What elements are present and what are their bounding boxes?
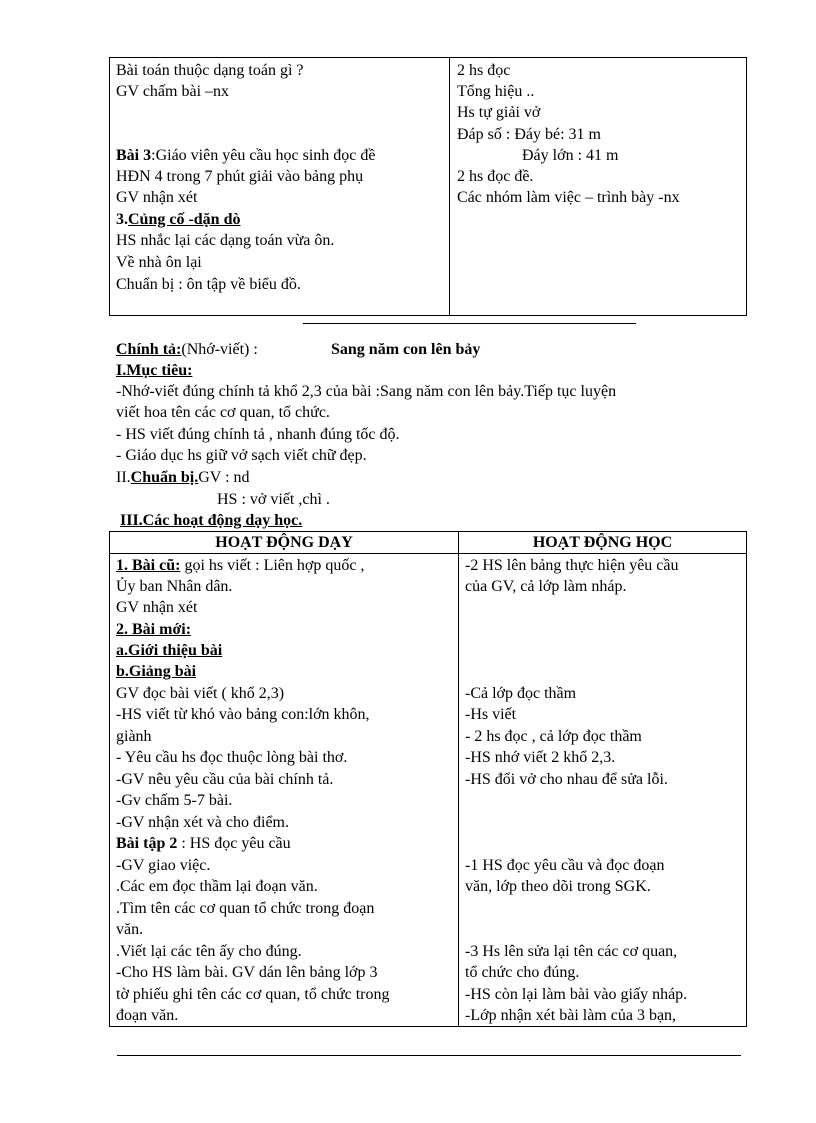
right-line: -3 Hs lên sửa lại tên các cơ quan, [465, 943, 678, 960]
objective-line: - HS viết đúng chính tả , nhanh đúng tốc độ. [116, 426, 400, 443]
main-table-divider [458, 531, 459, 1026]
gioithieu-heading: a.Giới thiệu bài [116, 642, 223, 659]
left-line: .Các em đọc thầm lại đoạn văn. [116, 878, 318, 895]
right-line: tổ chức cho đúng. [465, 964, 580, 981]
left-line: -GV nhận xét và cho điểm. [116, 814, 289, 831]
right-line: -Cả lớp đọc thầm [465, 685, 577, 702]
left-line: văn. [116, 921, 144, 938]
right-line: -1 HS đọc yêu cầu và đọc đoạn [465, 857, 665, 874]
giangbai-heading: b.Giảng bài [116, 663, 197, 680]
section-separator [303, 323, 636, 324]
cungco-heading [116, 209, 240, 230]
top-right-line: Các nhóm làm việc – trình bày -nx [457, 189, 680, 206]
chuanbi-gv: GV : nd [198, 469, 250, 486]
left-line: .Tìm tên các cơ quan tổ chức trong đoạn [116, 900, 375, 917]
right-line: -HS đổi vở cho nhau để sửa lỗi. [465, 771, 668, 788]
right-line: của GV, cả lớp làm nháp. [465, 578, 627, 595]
left-line: Ủy ban Nhân dân. [116, 578, 233, 595]
bai3-text: Giáo viên yêu cầu học sinh đọc đề [155, 147, 376, 164]
bai3-label: Bài 3 [116, 147, 152, 164]
left-line: -HS viết từ khó vào bảng con:lớn khôn, [116, 706, 370, 723]
cungco-label: Củng cố -dặn dò [128, 211, 241, 228]
left-line: giành [116, 728, 152, 745]
left-line: GV đọc bài viết ( khổ 2,3) [116, 685, 285, 702]
chuanbi-line [116, 467, 250, 488]
top-right-line: Đáp số : Đáy bé: 31 m [457, 126, 601, 143]
baitap2-label: Bài tập 2 [116, 835, 178, 852]
subject-type: (Nhớ-viết) : [181, 341, 258, 358]
top-left-line: Bài toán thuộc dạng toán gì ? [116, 62, 304, 79]
right-line: -2 HS lên bảng thực hiện yêu cầu [465, 557, 679, 574]
bottom-rule [117, 1055, 741, 1056]
left-line: - Yêu cầu hs đọc thuộc lòng bài thơ. [116, 749, 348, 766]
left-line: -Gv chấm 5-7 bài. [116, 792, 233, 809]
top-left-line: HĐN 4 trong 7 phút giải vào bảng phụ [116, 168, 364, 185]
top-right-line: Đáy lớn : 41 m [522, 147, 619, 164]
right-line: văn, lớp theo dõi trong SGK. [465, 878, 651, 895]
right-line: -HS còn lại làm bài vào giấy nháp. [465, 986, 688, 1003]
left-line: -GV nêu yêu cầu của bài chính tả. [116, 771, 334, 788]
left-line: -GV giao việc. [116, 857, 211, 874]
top-left-line: GV nhận xét [116, 189, 198, 206]
lesson-title: Sang năm con lên bảy [331, 341, 481, 358]
top-right-line: Tổng hiệu .. [457, 83, 535, 100]
left-line: -Cho HS làm bài. GV dán lên bảng lớp 3 [116, 964, 378, 981]
top-right-line: Hs tự giải vở [457, 104, 541, 121]
left-line: tờ phiếu ghi tên các cơ quan, tổ chức trong [116, 986, 390, 1003]
chuanbi-prefix: II. [116, 469, 131, 486]
lesson-subject-line [116, 339, 258, 360]
left-line: .Viết lại các tên ấy cho đúng. [116, 943, 302, 960]
chuanbi-label: Chuẩn bị. [130, 469, 199, 486]
objective-line: - Giáo dục hs giữ vở sạch viết chữ đẹp. [116, 447, 367, 464]
main-table-header-rule [109, 553, 747, 554]
top-left-line: GV chấm bài –nx [116, 83, 230, 100]
header-hoatdong-day: HOẠT ĐỘNG DẠY [215, 534, 353, 551]
right-line: - 2 hs đọc , cả lớp đọc thầm [465, 728, 642, 745]
top-left-line: HS nhắc lại các dạng toán vừa ôn. [116, 232, 335, 249]
bai3-line: Bài 3:Giáo viên yêu cầu học sinh đọc đề [116, 147, 376, 164]
right-line: -Lớp nhận xét bài làm của 3 bạn, [465, 1007, 677, 1024]
top-table-divider [449, 57, 450, 315]
baicu-label: 1. Bài cũ: [116, 557, 181, 574]
top-right-line: 2 hs đọc đề. [457, 168, 534, 185]
top-left-line: Về nhà ôn lại [116, 254, 202, 271]
top-left-line: Chuẩn bị : ôn tập về biểu đồ. [116, 276, 301, 293]
baitap2-line [116, 833, 291, 854]
baicu-text: gọi hs viết : Liên hợp quốc , [180, 557, 365, 574]
baitap2-text: : HS đọc yêu cầu [177, 835, 291, 852]
baimoi-heading: 2. Bài mới: [116, 621, 192, 638]
left-line: GV nhận xét [116, 599, 198, 616]
objective-line: -Nhớ-viết đúng chính tả khổ 2,3 của bài :Sang năm con lên bảy.Tiếp tục luyện [116, 383, 617, 400]
subject-label: Chính tả: [116, 341, 182, 358]
header-hoatdong-hoc: HOẠT ĐỘNG HỌC [532, 534, 673, 551]
right-line: -Hs viết [465, 706, 517, 723]
cungco-number: 3. [116, 211, 128, 228]
hoatdong-heading: III.Các hoạt động dạy học. [120, 512, 303, 529]
left-line: đoạn văn. [116, 1007, 179, 1024]
muctieu-heading: I.Mục tiêu: [116, 362, 193, 379]
objective-line: viết hoa tên các cơ quan, tổ chức. [116, 404, 330, 421]
top-right-line: 2 hs đọc [457, 62, 511, 79]
right-line: -HS nhớ viết 2 khổ 2,3. [465, 749, 616, 766]
chuanbi-hs: HS : vở viết ,chì . [217, 491, 330, 508]
baicu-line [116, 555, 364, 576]
